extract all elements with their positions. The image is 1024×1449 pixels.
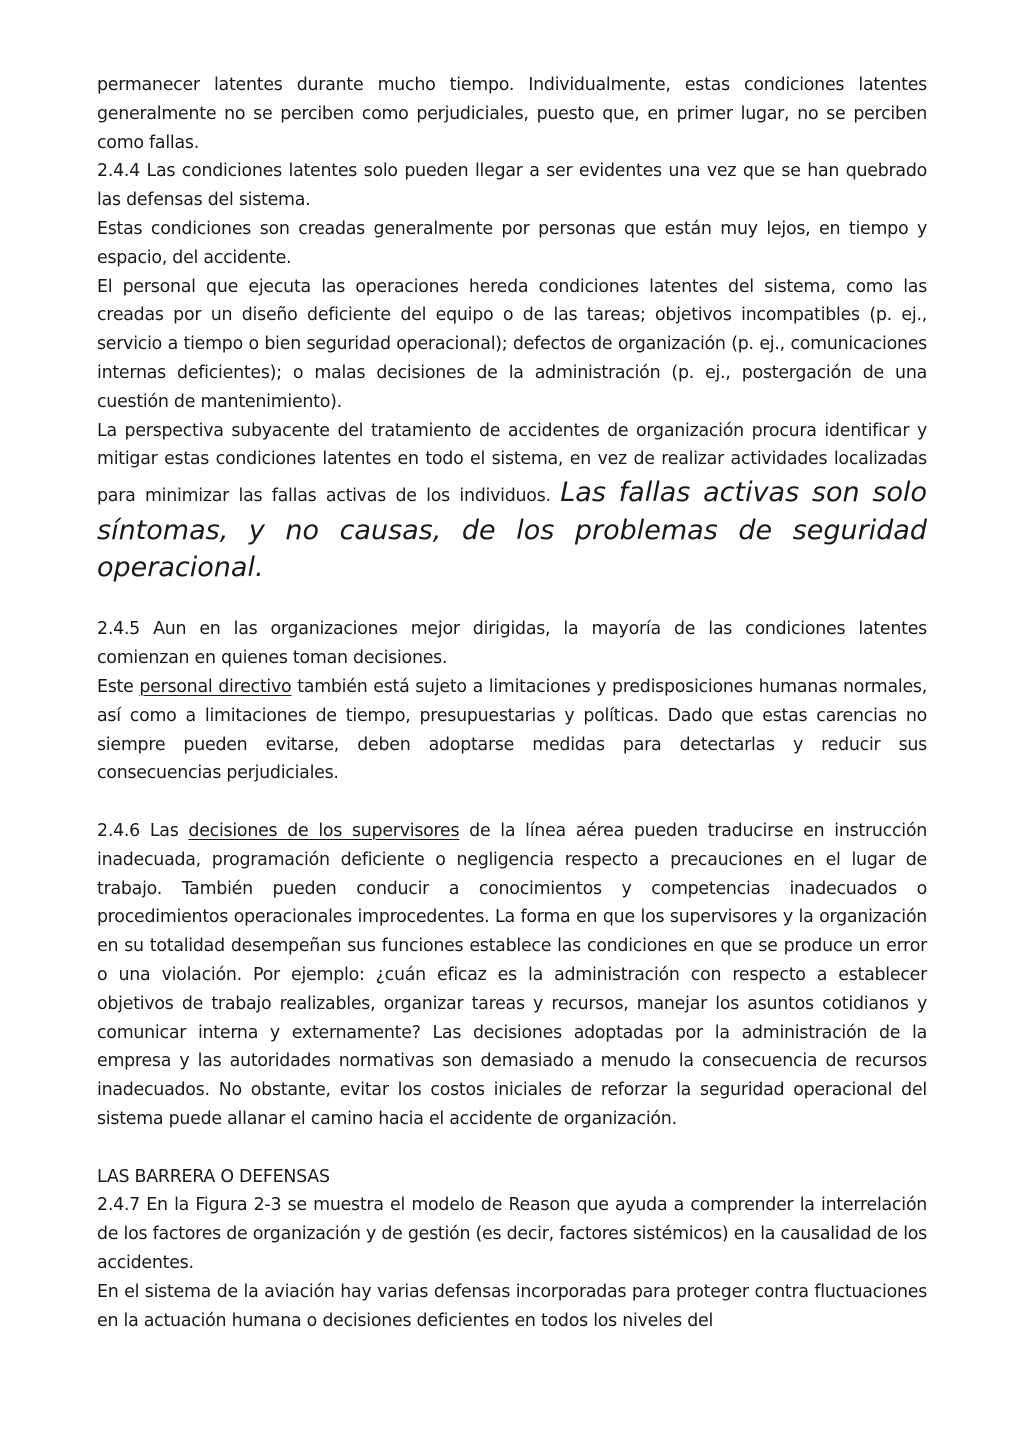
paragraph-latent-conditions-intro: permanecer latentes durante mucho tiempo. Individualmente, estas condiciones latentes generalmente no se perciben como perjudiciales, puesto que, en primer lugar, no se perciben como fallas.: [97, 75, 927, 153]
paragraph-conditions-created: Estas condiciones son creadas generalmente por personas que están muy lejos, en tiempo y espacio, del accidente.: [97, 218, 927, 268]
underlined-term-decisiones-supervisores: decisiones de los supervisores: [188, 821, 460, 842]
paragraph-2-4-7: 2.4.7 En la Figura 2-3 se muestra el modelo de Reason que ayuda a comprender la interrelación de los factores de organización y de gestión (es decir, factores sistémicos) en la causalidad de los accidentes.: [97, 1195, 927, 1273]
paragraph-gap: [97, 788, 927, 817]
paragraph-aviation-defenses: En el sistema de la aviación hay varias defensas incorporadas para proteger contra fluctuaciones en la actuación humana o decisiones deficientes en todos los niveles del: [97, 1281, 927, 1331]
paragraph-perspective: [97, 417, 927, 587]
paragraph-personnel-inherits: El personal que ejecuta las operaciones hereda condiciones latentes del sistema, como las creadas por un diseño deficiente del equipo o de las tareas; objetivos incompatibles (p. ej., servicio a tiempo o bien seguridad operacional); defectos de organización (p. ej., comunicaciones internas deficientes); o malas decisiones de la administración (p. ej., postergación de una cuestión de mantenimiento).: [97, 276, 927, 412]
section-heading-barreras: LAS BARRERA O DEFENSAS: [97, 1166, 330, 1187]
paragraph-gap: [97, 587, 927, 616]
text-run: Este: [97, 677, 140, 698]
paragraph-2-4-6: [97, 817, 927, 1134]
perspective-text: La perspectiva subyacente del tratamiento de accidentes de organización procura identificar y mitigar estas condiciones latentes en todo el sistema, en vez de realizar actividades localizadas para minimizar las fallas activas de los individuos.: [97, 420, 927, 507]
paragraph-gap: [97, 1134, 927, 1163]
paragraph-2-4-4: 2.4.4 Las condiciones latentes solo pueden llegar a ser evidentes una vez que se han quebrado las defensas del sistema.: [97, 161, 927, 211]
underlined-term-personal-directivo: personal directivo: [139, 677, 292, 698]
text-run: también está sujeto a limitaciones y predisposiciones humanas normales, así como a limitaciones de tiempo, presupuestarias y políticas. Dado que estas carencias no siempre pueden evitarse, deben adoptarse medidas para detectarlas y reducir sus consecuencias perjudiciales.: [97, 677, 928, 784]
paragraph-2-4-5: 2.4.5 Aun en las organizaciones mejor dirigidas, la mayoría de las condiciones latentes comienzan en quienes toman decisiones.: [97, 619, 927, 669]
emphasized-statement: Las fallas activas son solo síntomas, y no causas, de los problemas de seguridad operacional.: [97, 477, 927, 584]
document-page: [97, 71, 927, 1335]
text-run: de la línea aérea pueden traducirse en instrucción inadecuada, programación deficiente o negligencia respecto a precauciones en el lugar de trabajo. También pueden conducir a conocimientos y competencias inadecuados o procedimientos operacionales improcedentes. La forma en que los supervisores y la organización en su totalidad desempeñan sus funciones establece las condiciones en que se produce un error o una violación. Por ejemplo: ¿cuán eficaz es la administración con respecto a establecer objetivos de trabajo realizables, organizar tareas y recursos, manejar los asuntos cotidianos y comunicar interna y externamente? Las decisiones adoptadas por la administración de la empresa y las autoridades normativas son demasiado a menudo la consecuencia de recursos inadecuados. No obstante, evitar los costos iniciales de reforzar la seguridad operacional del sistema puede allanar el camino hacia el accidente de organización.: [97, 821, 928, 1129]
text-run: 2.4.6 Las: [97, 821, 189, 842]
paragraph-management-personnel: [97, 673, 927, 788]
